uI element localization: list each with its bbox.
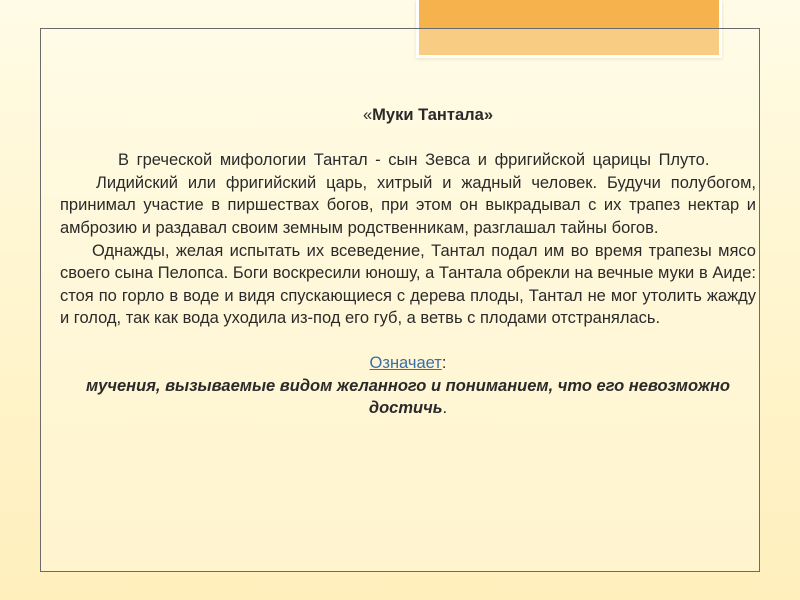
- definition-text: мучения, вызываемые видом желанного и пониманием, что его невозможно достичь.: [85, 376, 731, 418]
- slide-title: «Муки Тантала»: [362, 106, 493, 124]
- paragraph-origin: В греческой мифологии Тантал - сын Зевса и фригийской царицы Плуто.: [118, 151, 710, 170]
- means-label: Означает: [369, 353, 442, 372]
- means-line: Означает:: [369, 353, 447, 372]
- paragraph-story: Однажды, желая испытать их всеведение, Тантал подал им во время трапезы мясо своего сына Пелопса. Боги воскресили юношу, а Тантала обрекли на вечные муки в Аиде: стоя по горло в воде и видя спускающиеся с дерева плоды, Тантал не мог утолить жажду и голод, так как вода уходила из-под его губ, а ветвь с плодами отстранялась.: [60, 241, 756, 328]
- slide-content: [60, 104, 756, 420]
- paragraph-description: Лидийский или фригийский царь, хитрый и жадный человек. Будучи полубогом, принимал участие в пиршествах богов, при этом он выкрадывал с их трапез нектар и амброзию и раздавал своим земным родственникам, разглашал тайны богов.: [60, 173, 756, 237]
- title-text: Муки Тантала: [372, 106, 484, 124]
